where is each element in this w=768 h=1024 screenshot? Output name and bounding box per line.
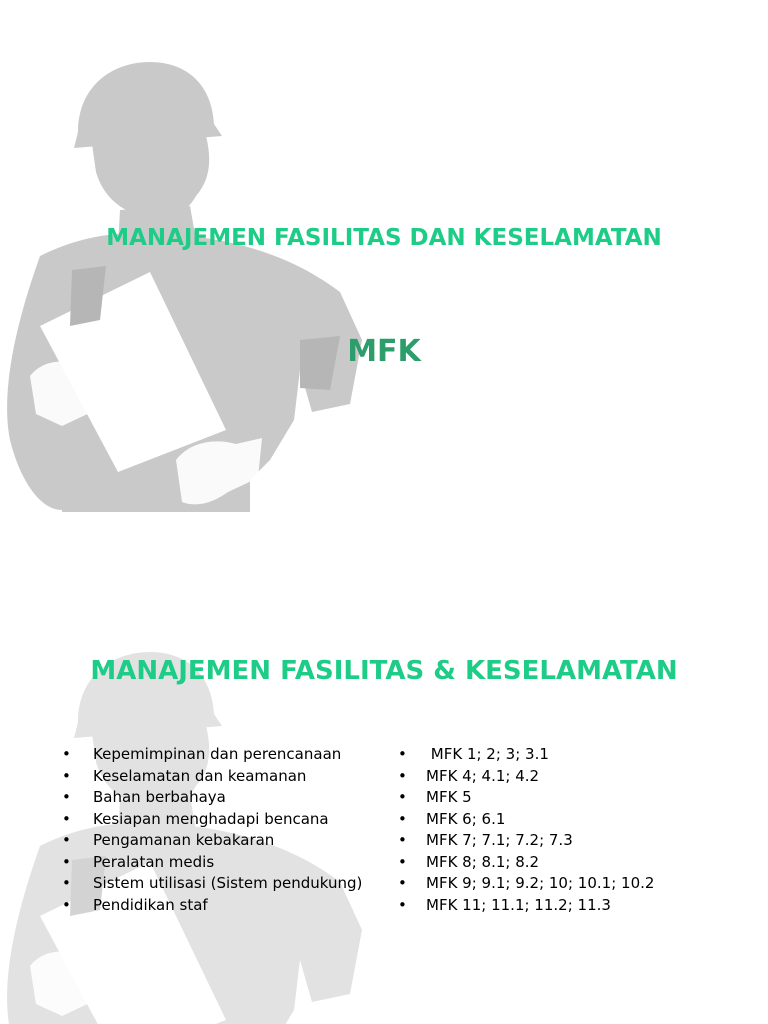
bullet-icon: • xyxy=(398,831,407,849)
list-item xyxy=(62,744,382,766)
list-item xyxy=(62,766,382,788)
list-item-label: Kepemimpinan dan perencanaan xyxy=(93,745,342,763)
bullet-icon: • xyxy=(398,766,407,785)
list-item-label: MFK 6; 6.1 xyxy=(426,809,506,828)
list-item xyxy=(398,787,728,809)
topic-list xyxy=(62,744,382,916)
list-item xyxy=(398,830,728,852)
list-item xyxy=(62,787,382,809)
slide-title: MANAJEMEN FASILITAS & KESELAMATAN xyxy=(90,656,678,686)
bullet-icon: • xyxy=(62,895,71,914)
list-item-label: MFK 9; 9.1; 9.2; 10; 10.1; 10.2 xyxy=(426,874,655,892)
list-item xyxy=(398,873,728,895)
bullet-icon: • xyxy=(398,895,407,914)
list-item-label: Kesiapan menghadapi bencana xyxy=(93,809,329,828)
bullet-icon: • xyxy=(398,874,407,892)
list-item-label: MFK 1; 2; 3; 3.1 xyxy=(426,745,549,763)
bullet-icon: • xyxy=(398,852,407,871)
bullet-icon: • xyxy=(62,852,71,871)
list-item-label: MFK 7; 7.1; 7.2; 7.3 xyxy=(426,831,573,849)
slide-title: MANAJEMEN FASILITAS DAN KESELAMATAN xyxy=(106,225,662,251)
list-item xyxy=(62,873,382,895)
list-item xyxy=(398,766,728,788)
list-item-label: Sistem utilisasi (Sistem pendukung) xyxy=(93,874,363,892)
list-item xyxy=(62,830,382,852)
list-item-label: MFK 11; 11.1; 11.2; 11.3 xyxy=(426,895,611,914)
list-item xyxy=(62,809,382,831)
bullet-icon: • xyxy=(62,788,71,806)
list-item xyxy=(398,852,728,874)
list-item xyxy=(398,744,728,766)
list-item-label: Bahan berbahaya xyxy=(93,788,226,806)
list-item xyxy=(398,895,728,917)
list-item-label: Peralatan medis xyxy=(93,852,215,871)
list-item-label: Pendidikan staf xyxy=(93,895,208,914)
bullet-icon: • xyxy=(62,809,71,828)
list-item-label: MFK 8; 8.1; 8.2 xyxy=(426,852,540,871)
slide-2 xyxy=(0,512,768,1024)
bullet-icon: • xyxy=(398,809,407,828)
bullet-icon: • xyxy=(62,874,71,892)
bullet-icon: • xyxy=(62,831,71,849)
construction-worker-illustration xyxy=(0,40,380,512)
list-item-label: Pengamanan kebakaran xyxy=(93,831,275,849)
bullet-icon: • xyxy=(62,766,71,785)
standard-code-list xyxy=(398,744,728,916)
list-item-label: Keselamatan dan keamanan xyxy=(93,766,307,785)
list-item xyxy=(398,809,728,831)
list-item-label: MFK 5 xyxy=(426,788,472,806)
bullet-icon: • xyxy=(398,788,407,806)
list-item-label: MFK 4; 4.1; 4.2 xyxy=(426,766,540,785)
bullet-icon: • xyxy=(62,745,71,763)
slide-subtitle: MFK xyxy=(347,334,421,369)
list-item xyxy=(62,852,382,874)
bullet-icon: • xyxy=(398,745,407,763)
list-item xyxy=(62,895,382,917)
